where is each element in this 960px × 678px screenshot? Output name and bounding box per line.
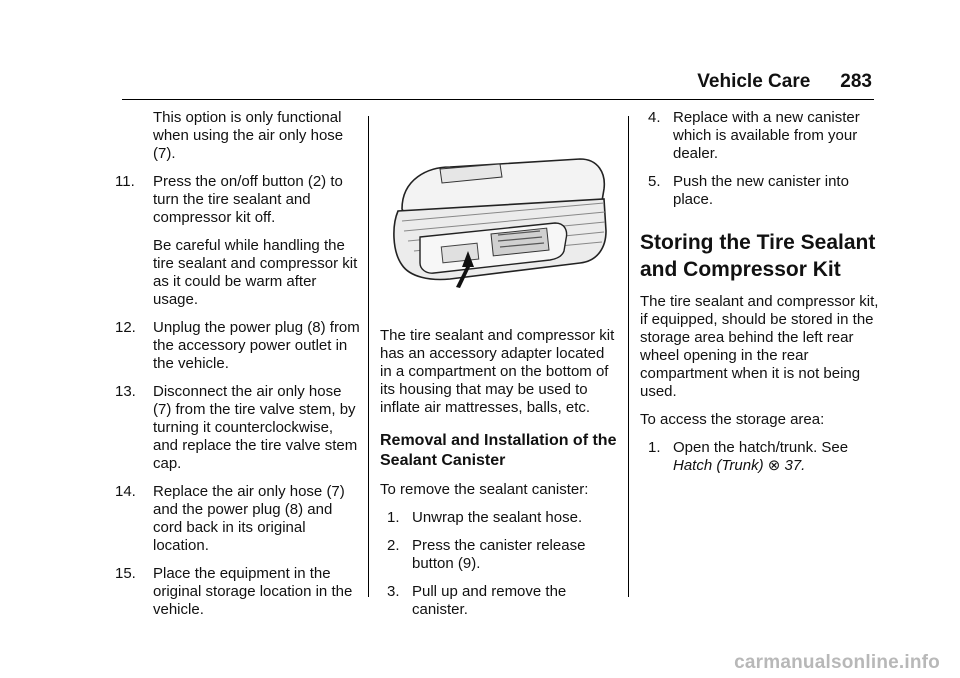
step-text: Disconnect the air only hose (7) from the tire valve stem, by turning it counterclockwise, and replace the tire valve stem cap. <box>153 383 358 472</box>
access-lead: To access the storage area: <box>640 411 825 428</box>
intro-note: This option is only functional when using the air only hose (7). <box>153 109 344 162</box>
step-text: Unwrap the sealant hose. <box>412 509 583 526</box>
step-3 <box>380 583 620 619</box>
step-text: Unplug the power plug (8) from the accessory power outlet in the vehicle. <box>153 319 360 372</box>
step-text: Press the on/off button (2) to turn the tire sealant and compressor kit off. <box>153 173 343 226</box>
page-number: 283 <box>840 71 872 92</box>
step-2 <box>380 537 620 573</box>
step-text: Place the equipment in the original storage location in the vehicle. <box>153 565 353 618</box>
watermark: carmanualsonline.info <box>734 652 940 673</box>
step-4 <box>640 109 880 163</box>
step-text: Pull up and remove the canister. <box>412 583 567 618</box>
step-number: 1. <box>648 439 661 456</box>
removal-lead: To remove the sealant canister: <box>380 481 589 498</box>
storing-paragraph: The tire sealant and compressor kit, if equipped, should be stored in the storage area behind the left rear wheel opening in the rear compartment when it is not being used. <box>640 293 879 400</box>
compressor-kit-illustration <box>380 139 610 289</box>
section-title: Vehicle Care <box>697 71 811 92</box>
step-text: Press the canister release button (9). <box>412 537 586 572</box>
step-number: 2. <box>387 537 400 554</box>
access-step-1 <box>640 439 880 475</box>
step-number: 13. <box>115 383 136 400</box>
column-divider-1 <box>368 116 369 597</box>
column-left <box>115 109 360 629</box>
step-number: 1. <box>387 509 400 526</box>
column-divider-2 <box>628 116 629 597</box>
step-number: 11. <box>115 173 135 190</box>
step-5 <box>640 173 880 209</box>
header-rule <box>122 99 874 100</box>
step-15 <box>115 565 360 619</box>
page-header <box>697 70 872 94</box>
step-text: Push the new canister into place. <box>673 173 849 208</box>
column-right <box>640 109 880 485</box>
step-number: 5. <box>648 173 661 190</box>
section-heading-storing: Storing the Tire Sealant and Compressor Kit <box>640 231 876 281</box>
step-number: 15. <box>115 565 136 582</box>
step-14 <box>115 483 360 555</box>
page-ref-icon: ⊗ <box>767 457 781 474</box>
step-number: 4. <box>648 109 661 126</box>
step-12 <box>115 319 360 373</box>
cross-reference-page[interactable]: 37. <box>784 457 806 474</box>
step-11 <box>115 173 360 227</box>
cross-reference-link[interactable]: Hatch (Trunk) <box>673 457 764 474</box>
step-13 <box>115 383 360 473</box>
step-number: 3. <box>387 583 400 600</box>
step-text: Replace the air only hose (7) and the power plug (8) and cord back in its original location. <box>153 483 345 554</box>
subheading-removal: Removal and Installation of the Sealant Canister <box>380 432 617 469</box>
column-middle <box>380 109 620 629</box>
step-number: 12. <box>115 319 136 336</box>
step-number: 14. <box>115 483 136 500</box>
step-text: Replace with a new canister which is available from your dealer. <box>673 109 860 162</box>
step-11-note: Be careful while handling the tire sealant and compressor kit as it could be warm after usage. <box>153 237 358 308</box>
step-1 <box>380 509 620 527</box>
step-text: Open the hatch/trunk. See <box>673 439 849 456</box>
illustration-caption: The tire sealant and compressor kit has an accessory adapter located in a compartment on the bottom of its housing that may be used to inflate air mattresses, balls, etc. <box>380 327 615 416</box>
